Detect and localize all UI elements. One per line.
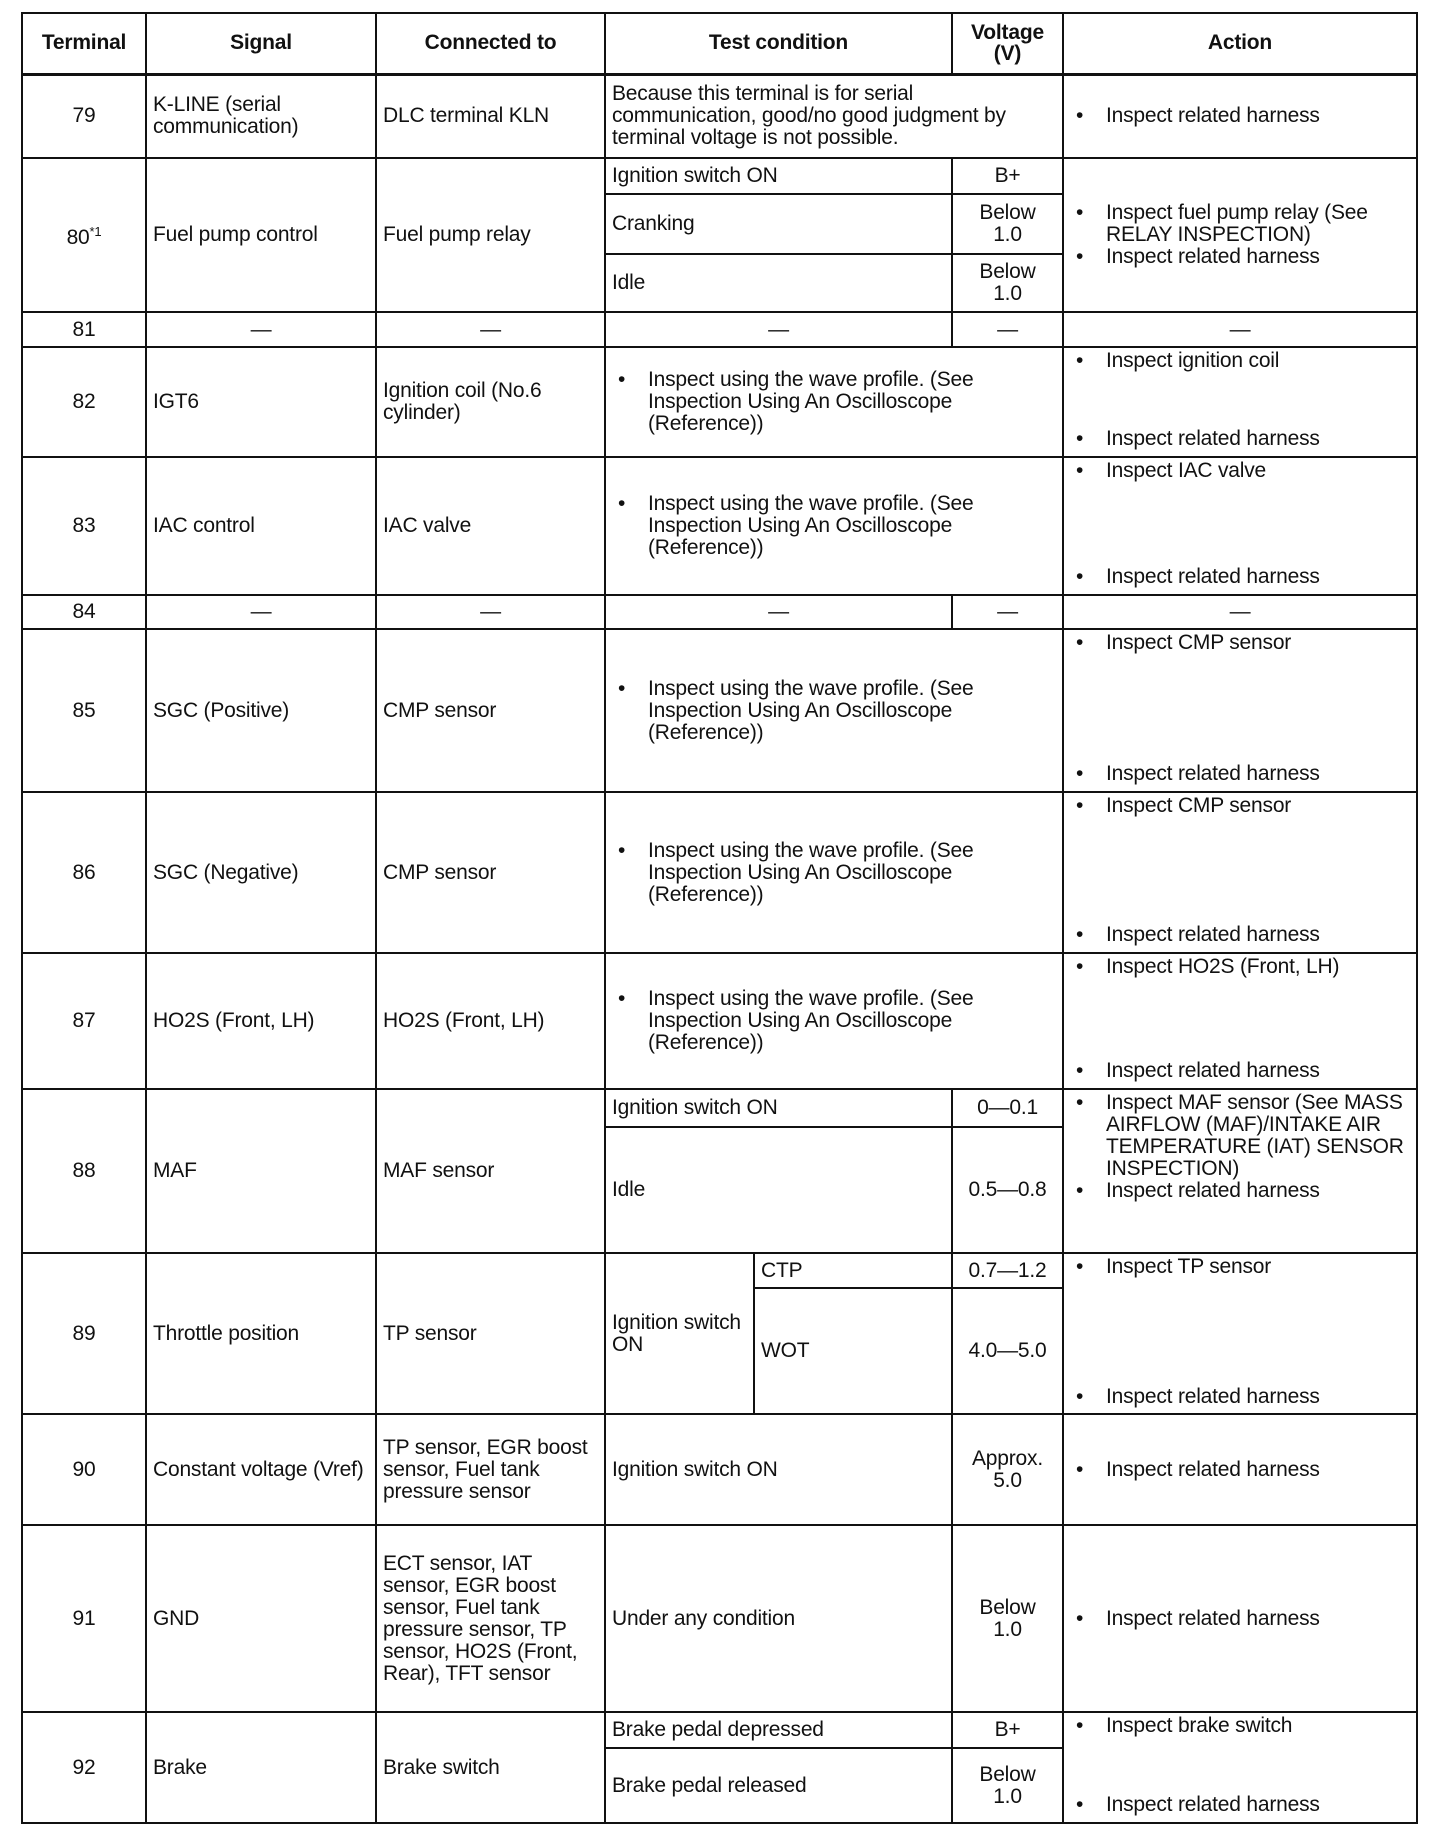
test-condition: Brake pedal depressed	[605, 1712, 952, 1748]
test-condition: Because this terminal is for serial communication, good/no good judgment by terminal voltage is not possible.	[605, 74, 1063, 158]
connected-to: —	[376, 595, 605, 629]
signal: IAC control	[146, 457, 376, 595]
header-signal: Signal	[146, 13, 376, 74]
bullet-icon: •	[1076, 459, 1084, 482]
table-row	[22, 312, 1417, 347]
test-subcondition: WOT	[754, 1288, 952, 1414]
connected-to: Ignition coil (No.6 cylinder)	[376, 347, 605, 457]
bullet-icon: •	[1076, 104, 1084, 128]
action	[1063, 74, 1417, 158]
action-item: Inspect CMP sensor	[1106, 631, 1292, 654]
terminal-inspection-table	[21, 12, 1418, 1824]
signal: GND	[146, 1525, 376, 1712]
connected-to: Fuel pump relay	[376, 158, 605, 312]
bullet-icon: •	[1076, 794, 1084, 817]
bullet-icon: •	[1076, 1714, 1084, 1737]
table-row	[22, 629, 1417, 792]
connected-to: Brake switch	[376, 1712, 605, 1823]
connected-to: TP sensor	[376, 1253, 605, 1414]
action-item: Inspect related harness	[1106, 104, 1320, 128]
action-item: Inspect IAC valve	[1106, 459, 1267, 482]
header-action: Action	[1063, 13, 1417, 74]
voltage: 4.0—5.0	[952, 1288, 1063, 1414]
bullet-icon: •	[1076, 349, 1084, 372]
action-item: Inspect related harness	[1106, 1059, 1320, 1082]
signal: SGC (Positive)	[146, 629, 376, 792]
table-row	[22, 74, 1417, 158]
terminal: 86	[22, 792, 146, 953]
action	[1063, 347, 1417, 457]
voltage: Below 1.0	[952, 194, 1063, 254]
action-item: Inspect CMP sensor	[1106, 794, 1292, 817]
action	[1063, 792, 1417, 953]
signal: IGT6	[146, 347, 376, 457]
connected-to: —	[376, 312, 605, 347]
bullet-icon: •	[1076, 245, 1084, 268]
footnote-mark: *1	[89, 224, 102, 239]
condition-text: Inspect using the wave profile. (See Inspection Using An Oscilloscope (Reference))	[648, 838, 974, 906]
terminal: 92	[22, 1712, 146, 1823]
action	[1063, 953, 1417, 1089]
action-item: Inspect related harness	[1106, 427, 1320, 450]
terminal	[22, 158, 146, 312]
action: —	[1063, 595, 1417, 629]
terminal: 90	[22, 1414, 146, 1525]
terminal: 85	[22, 629, 146, 792]
bullet-icon: •	[1076, 427, 1084, 450]
terminal: 83	[22, 457, 146, 595]
action-item: Inspect TP sensor	[1106, 1255, 1272, 1278]
connected-to: IAC valve	[376, 457, 605, 595]
condition-text: Inspect using the wave profile. (See Inspection Using An Oscilloscope (Reference))	[648, 492, 974, 559]
table-row	[22, 1712, 1417, 1748]
bullet-icon: •	[1076, 1179, 1084, 1202]
action	[1063, 457, 1417, 595]
signal: —	[146, 312, 376, 347]
voltage: Below 1.0	[952, 254, 1063, 312]
action: —	[1063, 312, 1417, 347]
bullet-icon: •	[1076, 1606, 1084, 1630]
condition-text: Inspect using the wave profile. (See Inspection Using An Oscilloscope (Reference))	[648, 987, 974, 1054]
signal: K-LINE (serial communication)	[146, 74, 376, 158]
test-condition: Under any condition	[605, 1525, 952, 1712]
bullet-icon: •	[618, 368, 626, 391]
bullet-icon: •	[1076, 1059, 1084, 1082]
test-condition: Ignition switch ON	[605, 1414, 952, 1525]
voltage: Below 1.0	[952, 1525, 1063, 1712]
bullet-icon: •	[618, 676, 626, 700]
connected-to: DLC terminal KLN	[376, 74, 605, 158]
test-condition	[605, 792, 1063, 953]
action-item: Inspect related harness	[1106, 1385, 1320, 1408]
terminal: 89	[22, 1253, 146, 1414]
action	[1063, 158, 1417, 312]
bullet-icon: •	[618, 492, 626, 515]
voltage: B+	[952, 158, 1063, 194]
action	[1063, 1414, 1417, 1525]
table-row	[22, 347, 1417, 457]
voltage: B+	[952, 1712, 1063, 1748]
test-condition: —	[605, 312, 952, 347]
action-item: Inspect related harness	[1106, 1457, 1320, 1481]
terminal: 84	[22, 595, 146, 629]
action-item: Inspect related harness	[1106, 245, 1320, 268]
test-condition: Brake pedal released	[605, 1748, 952, 1823]
action-item: Inspect related harness	[1106, 565, 1320, 588]
bullet-icon: •	[1076, 565, 1084, 588]
bullet-icon: •	[1076, 201, 1084, 224]
bullet-icon: •	[1076, 923, 1084, 946]
header-connected: Connected to	[376, 13, 605, 74]
connected-to: TP sensor, EGR boost sensor, Fuel tank pressure sensor	[376, 1414, 605, 1525]
action	[1063, 1712, 1417, 1823]
test-condition: Cranking	[605, 194, 952, 254]
header-voltage: Voltage (V)	[952, 13, 1063, 74]
signal: MAF	[146, 1089, 376, 1253]
bullet-icon: •	[1076, 1793, 1084, 1816]
table-row	[22, 595, 1417, 629]
connected-to: HO2S (Front, LH)	[376, 953, 605, 1089]
action-item: Inspect related harness	[1106, 923, 1320, 946]
terminal: 91	[22, 1525, 146, 1712]
action-item: Inspect ignition coil	[1106, 349, 1280, 372]
test-condition: Ignition switch ON	[605, 158, 952, 194]
voltage: —	[952, 312, 1063, 347]
test-condition	[605, 629, 1063, 792]
header-row	[22, 13, 1417, 74]
test-condition: Ignition switch ON	[605, 1253, 754, 1414]
test-condition: Idle	[605, 1127, 952, 1253]
action	[1063, 1253, 1417, 1414]
signal: Fuel pump control	[146, 158, 376, 312]
action-item: Inspect related harness	[1106, 1793, 1320, 1816]
bullet-icon: •	[1076, 1255, 1084, 1278]
action-item: Inspect HO2S (Front, LH)	[1106, 955, 1340, 978]
connected-to: CMP sensor	[376, 629, 605, 792]
voltage: —	[952, 595, 1063, 629]
terminal-number: 80	[66, 226, 90, 249]
action-item: Inspect MAF sensor (See MASS AIRFLOW (MAF)/INTAKE AIR TEMPERATURE (IAT) SENSOR INSPECTION)	[1106, 1091, 1404, 1180]
connected-to: ECT sensor, IAT sensor, EGR boost sensor, Fuel tank pressure sensor, TP sensor, HO2S (Front, Rear), TFT sensor	[376, 1525, 605, 1712]
action-item: Inspect fuel pump relay (See RELAY INSPECTION)	[1106, 201, 1368, 246]
action	[1063, 629, 1417, 792]
action-item: Inspect related harness	[1106, 1606, 1320, 1630]
voltage: Approx. 5.0	[952, 1414, 1063, 1525]
table-row	[22, 792, 1417, 953]
condition-text: Inspect using the wave profile. (See Inspection Using An Oscilloscope (Reference))	[648, 368, 974, 435]
header-terminal: Terminal	[22, 13, 146, 74]
bullet-icon: •	[618, 838, 626, 862]
terminal: 79	[22, 74, 146, 158]
action-item: Inspect brake switch	[1106, 1714, 1293, 1737]
test-condition	[605, 347, 1063, 457]
action	[1063, 1525, 1417, 1712]
test-condition	[605, 953, 1063, 1089]
table-row	[22, 953, 1417, 1089]
header-condition: Test condition	[605, 13, 952, 74]
test-condition: Ignition switch ON	[605, 1089, 952, 1127]
connected-to: CMP sensor	[376, 792, 605, 953]
signal: Constant voltage (Vref)	[146, 1414, 376, 1525]
table-row	[22, 1089, 1417, 1127]
bullet-icon: •	[1076, 1457, 1084, 1481]
voltage: 0.5—0.8	[952, 1127, 1063, 1253]
signal: —	[146, 595, 376, 629]
test-subcondition: CTP	[754, 1253, 952, 1288]
signal: SGC (Negative)	[146, 792, 376, 953]
connected-to: MAF sensor	[376, 1089, 605, 1253]
table-row	[22, 1253, 1417, 1288]
test-condition	[605, 457, 1063, 595]
voltage: Below 1.0	[952, 1748, 1063, 1823]
table-row	[22, 158, 1417, 194]
bullet-icon: •	[618, 987, 626, 1010]
voltage: 0—0.1	[952, 1089, 1063, 1127]
terminal: 82	[22, 347, 146, 457]
bullet-icon: •	[1076, 631, 1084, 654]
signal: Throttle position	[146, 1253, 376, 1414]
signal: Brake	[146, 1712, 376, 1823]
test-condition: Idle	[605, 254, 952, 312]
table-row	[22, 457, 1417, 595]
test-condition: —	[605, 595, 952, 629]
terminal: 81	[22, 312, 146, 347]
table-row	[22, 1525, 1417, 1712]
action-item: Inspect related harness	[1106, 762, 1320, 785]
signal: HO2S (Front, LH)	[146, 953, 376, 1089]
bullet-icon: •	[1076, 955, 1084, 978]
table-row	[22, 1414, 1417, 1525]
bullet-icon: •	[1076, 762, 1084, 785]
action	[1063, 1089, 1417, 1253]
terminal: 88	[22, 1089, 146, 1253]
condition-text: Inspect using the wave profile. (See Inspection Using An Oscilloscope (Reference))	[648, 676, 974, 744]
bullet-icon: •	[1076, 1385, 1084, 1408]
voltage: 0.7—1.2	[952, 1253, 1063, 1288]
bullet-icon: •	[1076, 1091, 1084, 1114]
terminal: 87	[22, 953, 146, 1089]
action-item: Inspect related harness	[1106, 1179, 1320, 1202]
